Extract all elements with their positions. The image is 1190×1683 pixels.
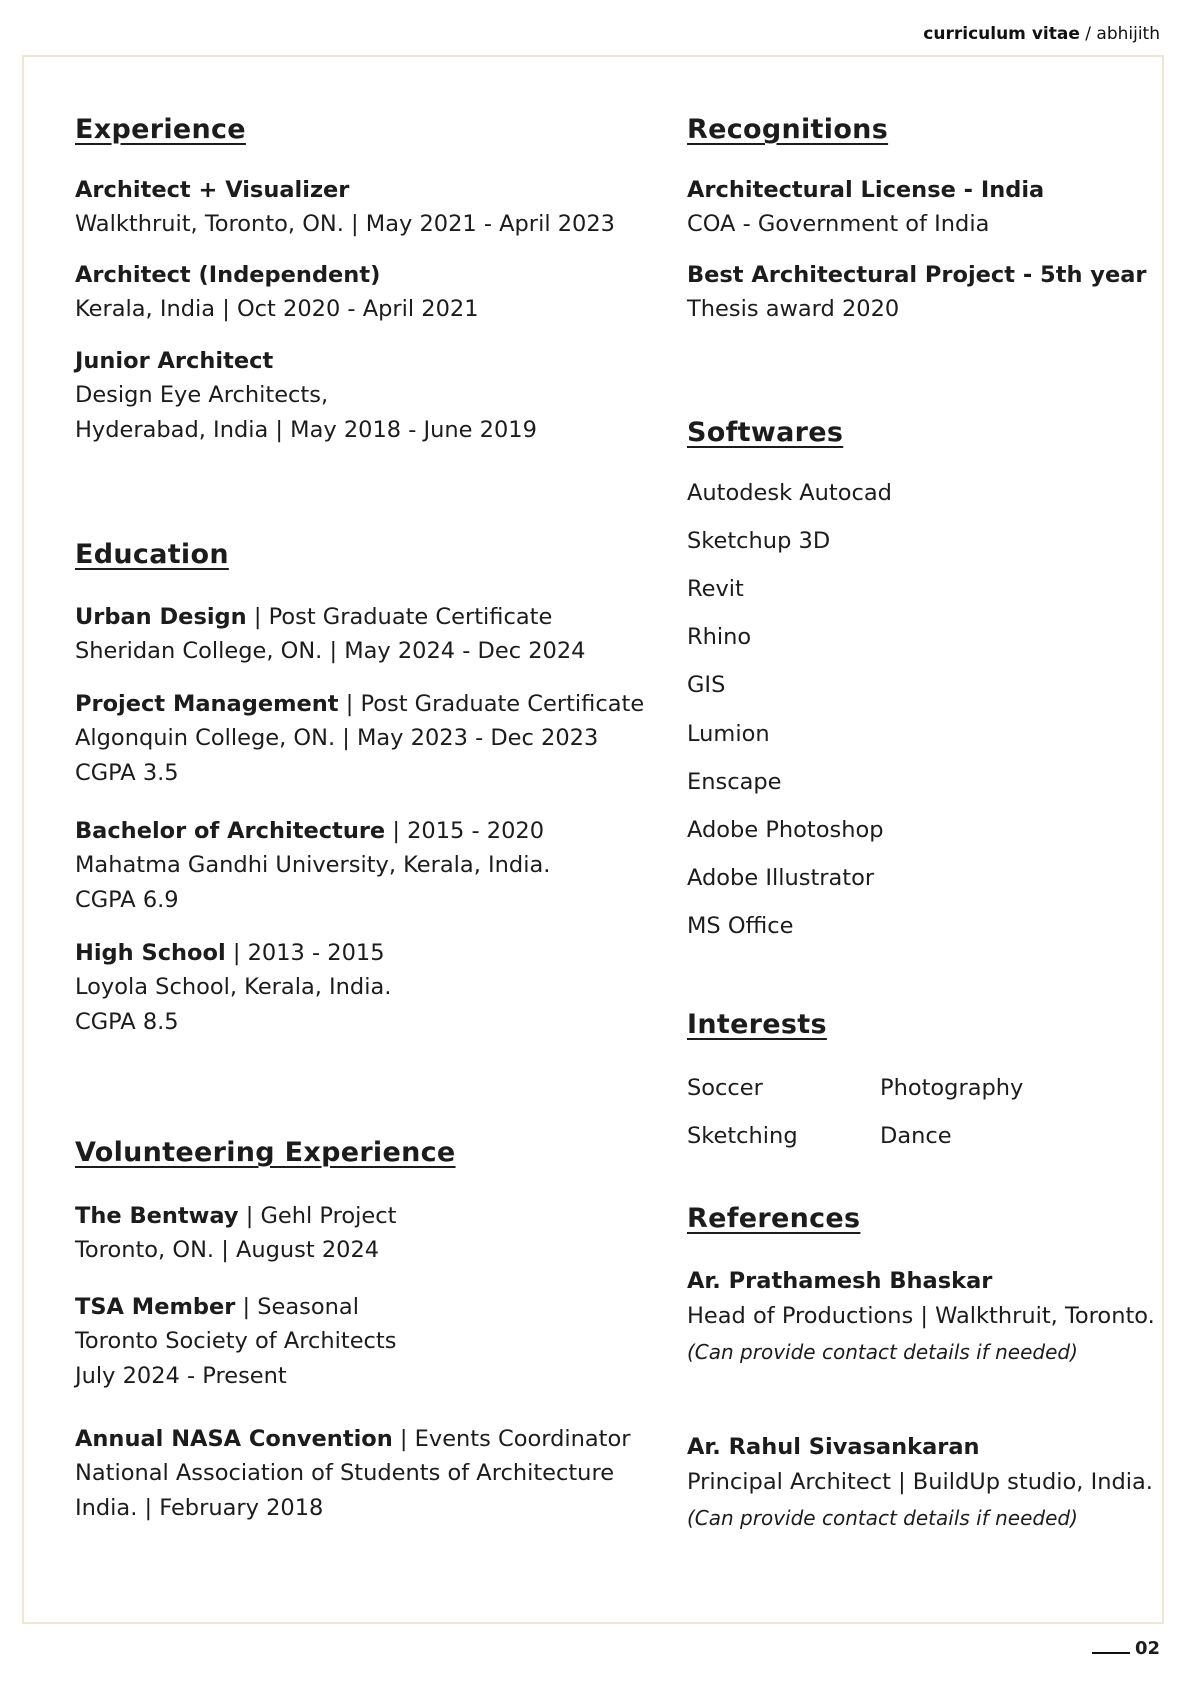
software-item: Lumion xyxy=(687,721,770,747)
education-item-detail: Sheridan College, ON. | May 2024 - Dec 2024 xyxy=(75,638,586,664)
software-item: Autodesk Autocad xyxy=(687,480,892,506)
volunteering-item-detail: India. | February 2018 xyxy=(75,1495,324,1521)
page-header: curriculum vitae / abhijith xyxy=(923,24,1160,44)
header-doc-type: curriculum vitae xyxy=(923,24,1080,44)
education-item-detail: Algonquin College, ON. | May 2023 - Dec 2023 xyxy=(75,725,599,751)
volunteering-item-title xyxy=(75,1198,396,1234)
education-qualifier: | 2013 - 2015 xyxy=(225,940,385,966)
page-number-rule xyxy=(1092,1652,1130,1654)
reference-note: (Can provide contact details if needed) xyxy=(687,1506,1078,1530)
softwares-heading: Softwares xyxy=(687,417,844,448)
education-qualifier: | Post Graduate Certificate xyxy=(338,691,645,717)
reference-name: Ar. Prathamesh Bhaskar xyxy=(687,1268,993,1294)
volunteering-item-title xyxy=(75,1289,359,1325)
volunteering-org: The Bentway xyxy=(75,1203,239,1229)
recognition-title: Best Architectural Project - 5th year xyxy=(687,262,1147,288)
experience-item-detail: Kerala, India | Oct 2020 - April 2021 xyxy=(75,296,479,322)
interest-item: Photography xyxy=(880,1075,1024,1101)
education-item-title xyxy=(75,813,544,849)
education-qualifier: | Post Graduate Certificate xyxy=(246,604,553,630)
volunteering-role: | Gehl Project xyxy=(238,1203,397,1229)
recognition-detail: COA - Government of India xyxy=(687,211,990,237)
education-item-title xyxy=(75,599,552,635)
education-item-detail: CGPA 8.5 xyxy=(75,1009,179,1035)
page-number xyxy=(1092,1638,1160,1659)
interests-heading: Interests xyxy=(687,1009,827,1040)
software-item: Enscape xyxy=(687,769,782,795)
recognition-title: Architectural License - India xyxy=(687,177,1045,203)
header-name: abhijith xyxy=(1096,24,1160,44)
volunteering-role: | Events Coordinator xyxy=(392,1426,631,1452)
software-item: Rhino xyxy=(687,624,752,650)
education-qualifier: | 2015 - 2020 xyxy=(385,818,545,844)
experience-item-detail: Hyderabad, India | May 2018 - June 2019 xyxy=(75,417,537,443)
interest-item: Dance xyxy=(880,1123,952,1149)
content-frame xyxy=(22,55,1164,1624)
education-heading: Education xyxy=(75,539,229,570)
education-item-detail: Mahatma Gandhi University, Kerala, India. xyxy=(75,852,551,878)
interest-item: Sketching xyxy=(687,1123,798,1149)
software-item: Adobe Photoshop xyxy=(687,817,884,843)
volunteering-item-detail: Toronto Society of Architects xyxy=(75,1328,397,1354)
interest-item: Soccer xyxy=(687,1075,763,1101)
recognitions-heading: Recognitions xyxy=(687,114,889,145)
volunteering-heading: Volunteering Experience xyxy=(75,1137,456,1168)
reference-role: Head of Productions | Walkthruit, Toronto. xyxy=(687,1303,1155,1329)
recognition-detail: Thesis award 2020 xyxy=(687,296,900,322)
education-item-detail: CGPA 3.5 xyxy=(75,760,179,786)
experience-item-title: Architect (Independent) xyxy=(75,262,381,288)
education-item-detail: CGPA 6.9 xyxy=(75,887,179,913)
software-item: Adobe Illustrator xyxy=(687,865,875,891)
experience-item-title: Architect + Visualizer xyxy=(75,177,350,203)
references-heading: References xyxy=(687,1203,861,1234)
volunteering-item-detail: July 2024 - Present xyxy=(75,1363,287,1389)
education-degree: High School xyxy=(75,940,226,966)
volunteering-org: TSA Member xyxy=(75,1294,236,1320)
software-item: MS Office xyxy=(687,913,794,939)
education-degree: Bachelor of Architecture xyxy=(75,818,386,844)
volunteering-item-detail: National Association of Students of Architecture xyxy=(75,1460,615,1486)
volunteering-item-title xyxy=(75,1421,631,1457)
software-item: Revit xyxy=(687,576,744,602)
experience-heading: Experience xyxy=(75,114,246,145)
education-degree: Urban Design xyxy=(75,604,247,630)
education-item-title xyxy=(75,686,644,722)
volunteering-org: Annual NASA Convention xyxy=(75,1426,393,1452)
software-item: Sketchup 3D xyxy=(687,528,831,554)
reference-role: Principal Architect | BuildUp studio, India. xyxy=(687,1469,1153,1495)
page-number-text: 02 xyxy=(1134,1638,1160,1659)
reference-name: Ar. Rahul Sivasankaran xyxy=(687,1434,980,1460)
experience-item-title: Junior Architect xyxy=(75,348,274,374)
volunteering-item-detail: Toronto, ON. | August 2024 xyxy=(75,1237,380,1263)
reference-note: (Can provide contact details if needed) xyxy=(687,1340,1078,1364)
software-item: GIS xyxy=(687,672,726,698)
education-item-title xyxy=(75,935,385,971)
education-degree: Project Management xyxy=(75,691,339,717)
experience-item-detail: Walkthruit, Toronto, ON. | May 2021 - April 2023 xyxy=(75,211,615,237)
education-item-detail: Loyola School, Kerala, India. xyxy=(75,974,392,1000)
volunteering-role: | Seasonal xyxy=(235,1294,359,1320)
experience-item-detail: Design Eye Architects, xyxy=(75,382,329,408)
